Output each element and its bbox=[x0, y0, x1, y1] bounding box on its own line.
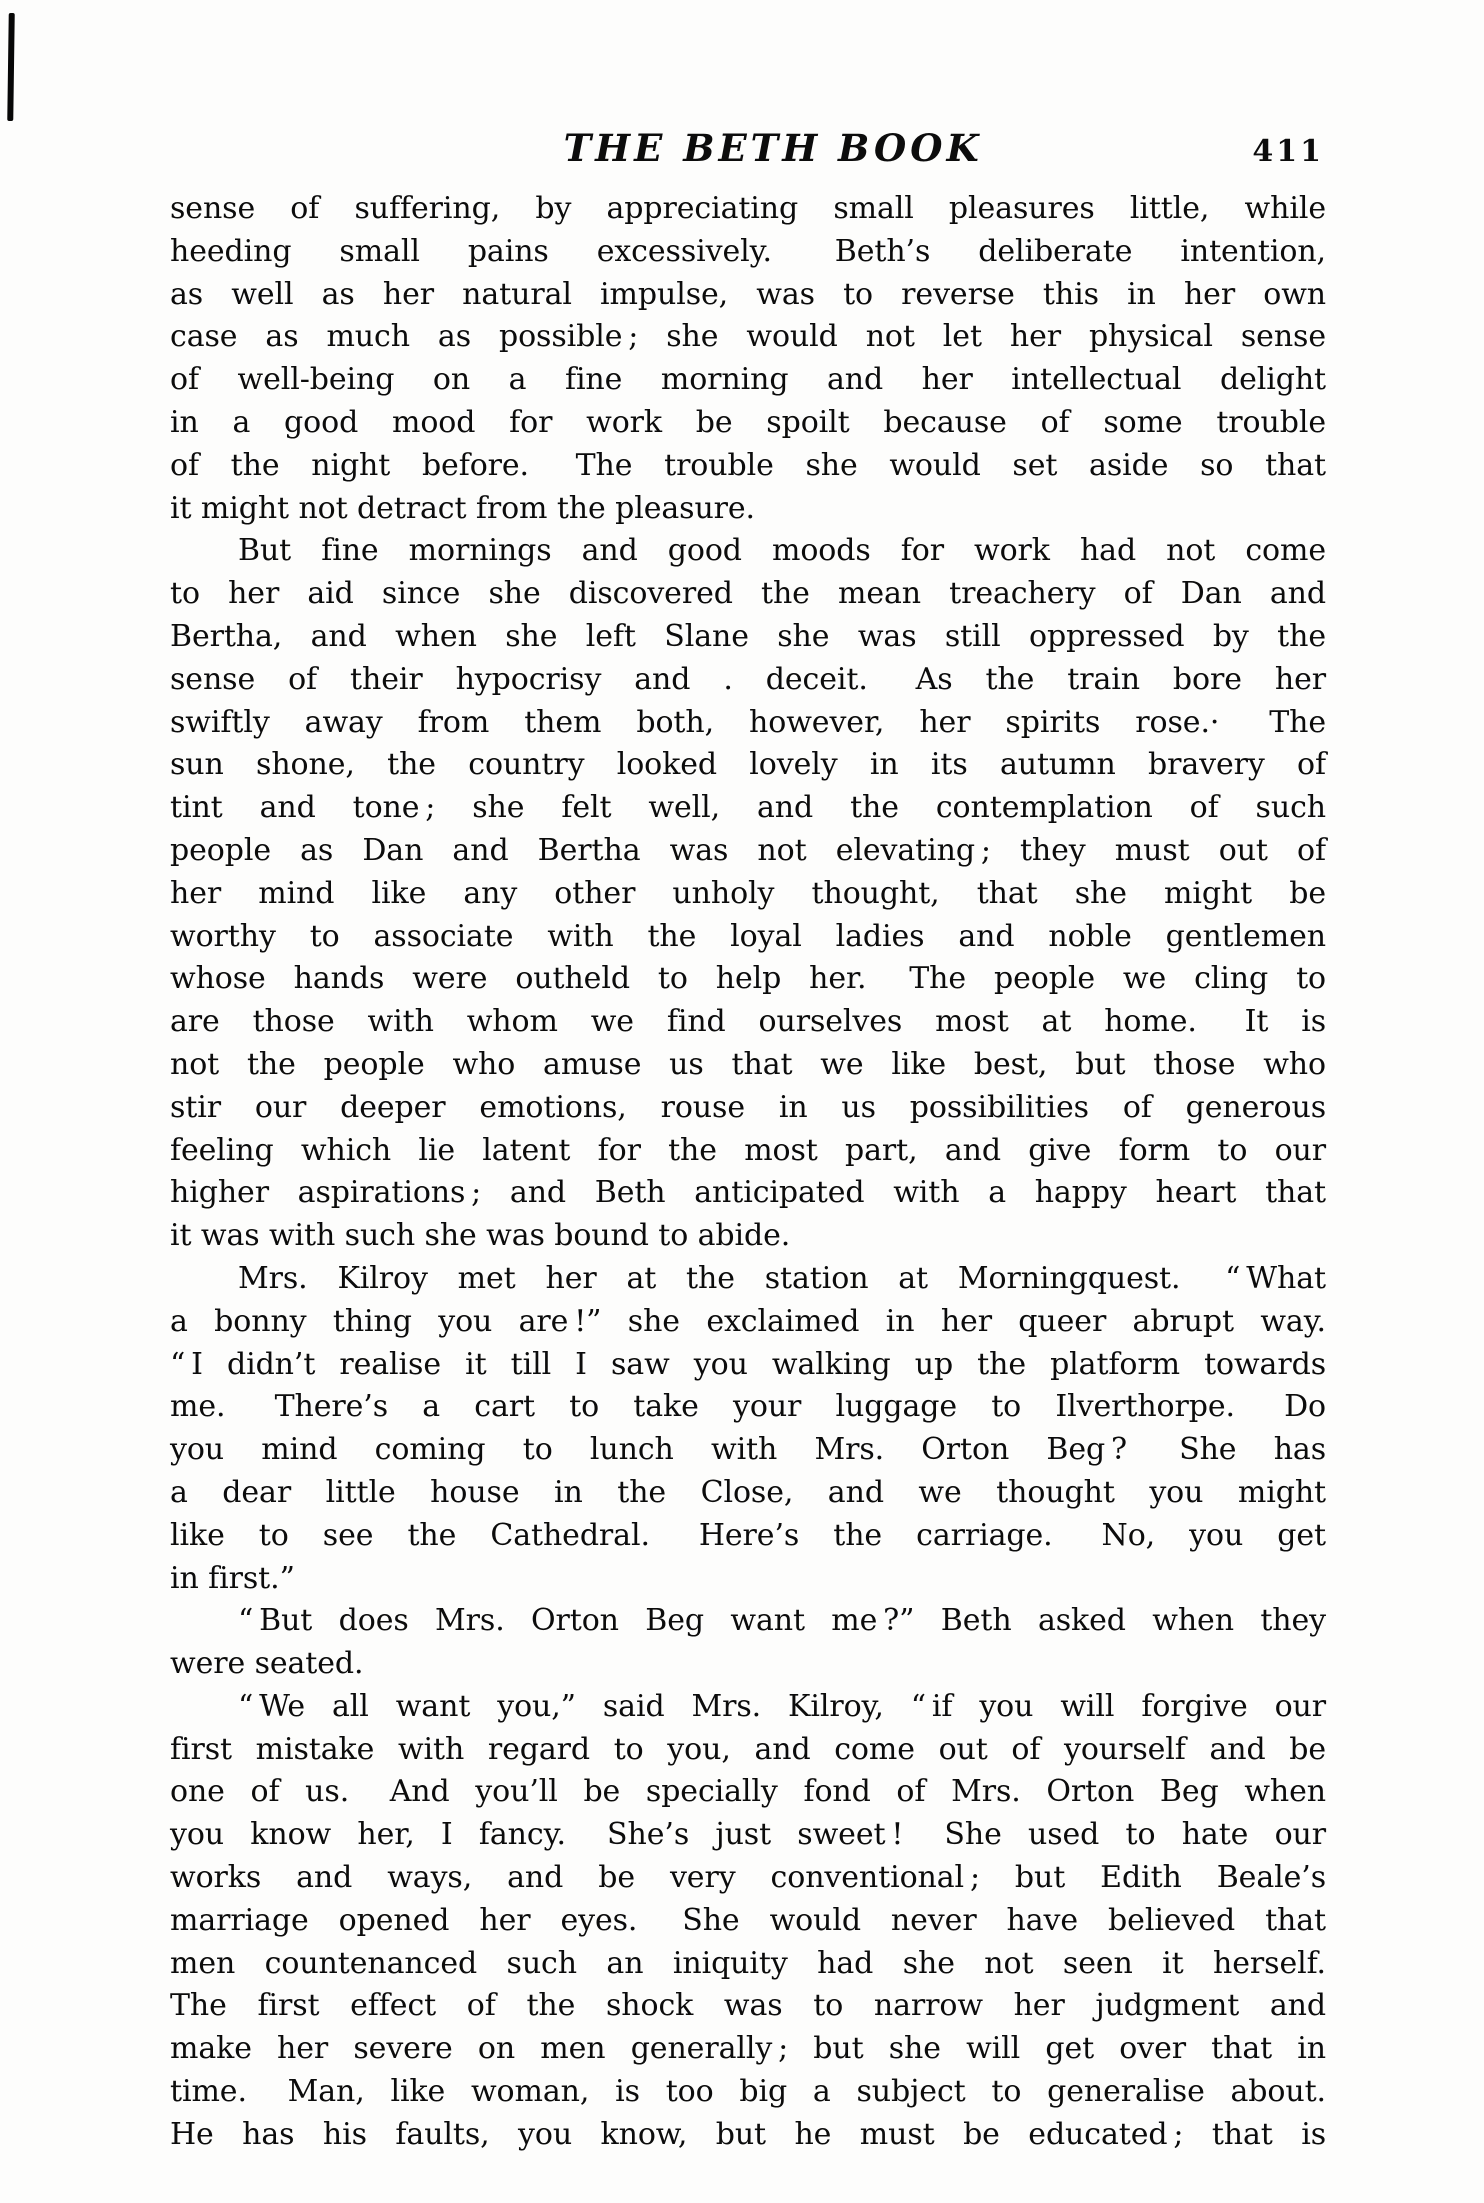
text-line: sun shone, the country looked lovely in its autumn bravery of bbox=[170, 747, 1326, 783]
text-line: one of us. And you’ll be specially fond of Mrs. Orton Beg when bbox=[170, 1774, 1326, 1810]
text-line: Bertha, and when she left Slane she was still oppressed by the bbox=[170, 618, 1326, 654]
text-line: it might not detract from the pleasure. bbox=[170, 490, 755, 526]
body-text bbox=[170, 188, 1326, 2157]
page-number: 411 bbox=[1252, 134, 1324, 169]
scan-artifact-line bbox=[7, 13, 15, 121]
text-line: feeling which lie latent for the most part, and give form to our bbox=[170, 1132, 1326, 1168]
text-line: marriage opened her eyes. She would never have believed that bbox=[170, 1902, 1326, 1938]
text-line: her mind like any other unholy thought, that she might be bbox=[170, 875, 1326, 911]
text-line: not the people who amuse us that we like best, but those who bbox=[170, 1046, 1326, 1082]
text-line: time. Man, like woman, is too big a subject to generalise about. bbox=[170, 2074, 1326, 2110]
text-line: it was with such she was bound to abide. bbox=[170, 1218, 791, 1254]
text-line: you know her, I fancy. She’s just sweet ! She used to hate our bbox=[170, 1817, 1326, 1853]
text-line: But fine mornings and good moods for work had not come bbox=[238, 533, 1326, 569]
text-line: The first effect of the shock was to narrow her judgment and bbox=[170, 1988, 1326, 2024]
running-title: THE BETH BOOK bbox=[563, 126, 983, 170]
text-line: were seated. bbox=[170, 1646, 364, 1682]
text-line: in first.” bbox=[170, 1560, 295, 1596]
text-line: are those with whom we find ourselves most at home. It is bbox=[170, 1004, 1326, 1040]
text-line: “ We all want you,” said Mrs. Kilroy, “ if you will forgive our bbox=[238, 1688, 1326, 1724]
text-line: people as Dan and Bertha was not elevating ; they must out of bbox=[170, 832, 1326, 868]
text-line: “ I didn’t realise it till I saw you walking up the platform towards bbox=[170, 1346, 1326, 1382]
text-line: a dear little house in the Close, and we thought you might bbox=[170, 1474, 1326, 1510]
text-line: first mistake with regard to you, and come out of yourself and be bbox=[170, 1731, 1326, 1767]
text-line: sense of suffering, by appreciating small pleasures little, while bbox=[170, 191, 1326, 226]
text-line: worthy to associate with the loyal ladies and noble gentlemen bbox=[170, 918, 1326, 954]
text-line: case as much as possible ; she would not let her physical sense bbox=[170, 319, 1326, 355]
text-line: to her aid since she discovered the mean treachery of Dan and bbox=[170, 576, 1326, 612]
text-line: you mind coming to lunch with Mrs. Orton Beg ? She has bbox=[170, 1432, 1326, 1468]
text-line: heeding small pains excessively. Beth’s deliberate intention, bbox=[170, 233, 1326, 269]
text-line: “ But does Mrs. Orton Beg want me ?” Beth asked when they bbox=[238, 1603, 1326, 1639]
text-line: in a good mood for work be spoilt because of some trouble bbox=[170, 404, 1326, 440]
text-line: whose hands were outheld to help her. The people we cling to bbox=[170, 961, 1326, 997]
text-line: stir our deeper emotions, rouse in us possibilities of generous bbox=[170, 1089, 1326, 1125]
text-line: men countenanced such an iniquity had she not seen it herself. bbox=[170, 1945, 1326, 1981]
text-line: make her severe on men generally ; but she will get over that in bbox=[170, 2031, 1326, 2067]
text-line: of well-being on a fine morning and her intellectual delight bbox=[170, 362, 1326, 398]
text-line: as well as her natural impulse, was to reverse this in her own bbox=[170, 276, 1326, 312]
text-line: higher aspirations ; and Beth anticipated with a happy heart that bbox=[170, 1175, 1326, 1211]
text-line: a bonny thing you are !” she exclaimed in her queer abrupt way. bbox=[170, 1303, 1326, 1339]
text-line: swiftly away from them both, however, her spirits rose.· The bbox=[170, 704, 1326, 740]
text-line: He has his faults, you know, but he must be educated ; that is bbox=[170, 2116, 1326, 2152]
text-line: like to see the Cathedral. Here’s the carriage. No, you get bbox=[170, 1517, 1326, 1553]
text-line: sense of their hypocrisy and . deceit. As the train bore her bbox=[170, 661, 1326, 697]
text-line: of the night before. The trouble she would set aside so that bbox=[170, 447, 1326, 483]
text-line: works and ways, and be very conventional ; but Edith Beale’s bbox=[170, 1860, 1326, 1896]
text-line: me. There’s a cart to take your luggage to Ilverthorpe. Do bbox=[170, 1389, 1326, 1425]
page-header bbox=[170, 124, 1326, 170]
text-line: tint and tone ; she felt well, and the contemplation of such bbox=[170, 790, 1326, 826]
text-line: Mrs. Kilroy met her at the station at Morningquest. “ What bbox=[238, 1260, 1326, 1296]
